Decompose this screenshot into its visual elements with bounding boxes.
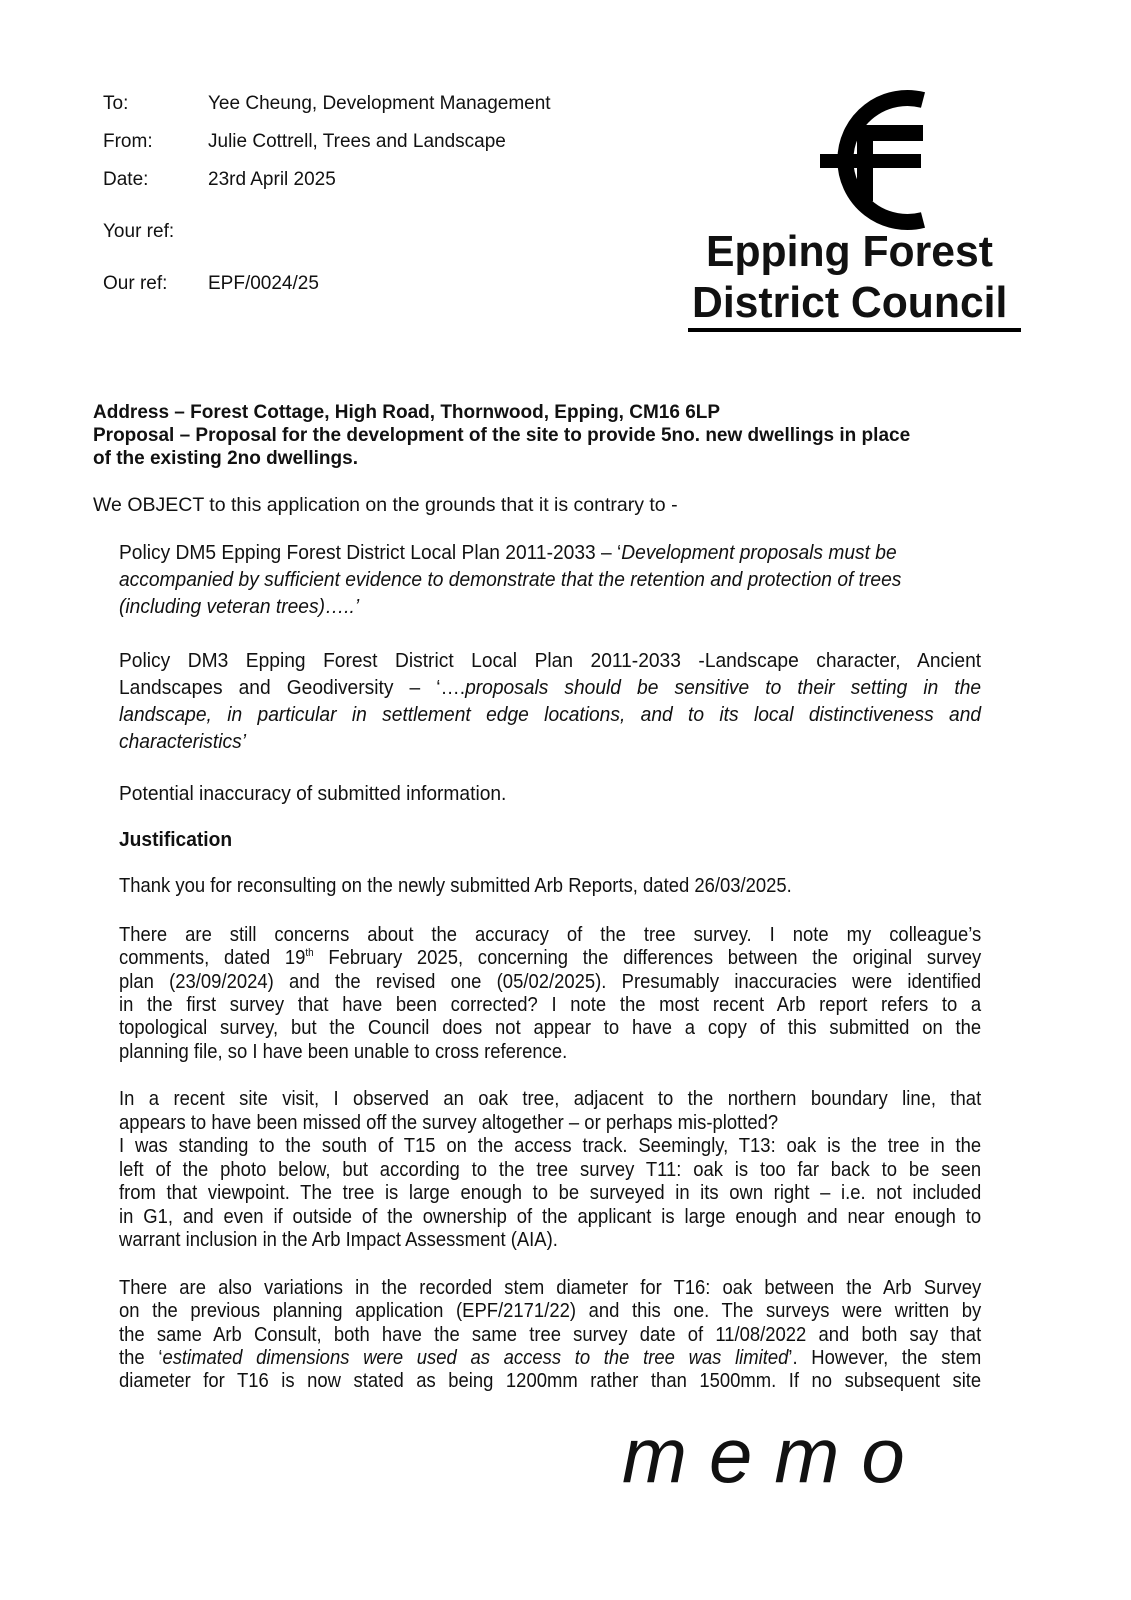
logo-underline — [688, 328, 1021, 332]
text-segment: Potential inaccuracy of submitted information. — [119, 783, 507, 805]
stem-diameter-line — [119, 1299, 981, 1323]
text-segment: in the first survey that have been corrected? I note the most recent Arb report refers to a — [119, 992, 982, 1016]
text-segment: in G1, and even if outside of the ownership of the applicant is large enough and near enough to — [119, 1204, 982, 1228]
text-segment: characteristics’ — [119, 731, 246, 753]
concerns-line — [119, 993, 981, 1017]
policy-dm3-line — [119, 649, 981, 673]
text-segment: warrant inclusion in the Arb Impact Assessment (AIA). — [119, 1228, 558, 1251]
site-visit-line — [119, 1228, 981, 1252]
concerns-line — [119, 1040, 981, 1064]
concerns-line — [119, 1016, 981, 1040]
text-segment: accompanied by sufficient evidence to demonstrate that the retention and protection of trees — [119, 569, 902, 591]
justification-heading-line — [119, 828, 981, 852]
text-segment: estimated dimensions were used as access to the tree was limited — [162, 1345, 789, 1369]
text-segment: ’. However, the stem — [788, 1345, 982, 1369]
text-segment: Landscapes and Geodiversity – ‘…. — [119, 677, 466, 699]
to-value: Yee Cheung, Development Management — [208, 93, 551, 114]
policy-dm5-line — [119, 595, 981, 619]
text-segment: topological survey, but the Council does not appear to have a copy of this submitted on the — [119, 1016, 982, 1040]
text-segment: the ‘ — [119, 1345, 163, 1369]
text-segment: Policy DM3 Epping Forest District Local Plan 2011-2033 -Landscape character, Ancient — [119, 650, 982, 672]
stem-diameter-line — [119, 1276, 981, 1300]
text-segment: Justification — [119, 829, 233, 851]
our-ref-value: EPF/0024/25 — [208, 273, 319, 294]
site-visit-line — [119, 1111, 981, 1135]
proposal-line-1: Proposal – Proposal for the development of the site to provide 5no. new dwellings in place — [93, 425, 911, 446]
text-segment: There are also variations in the recorded stem diameter for T16: oak between the Arb Survey — [119, 1276, 982, 1299]
policy-dm5-line — [119, 541, 981, 565]
address-line: Address – Forest Cottage, High Road, Thornwood, Epping, CM16 6LP — [93, 402, 721, 423]
stem-diameter-line — [119, 1323, 981, 1347]
text-segment: comments, dated 19 — [119, 946, 306, 970]
text-segment: February 2025, concerning the differences between the original survey — [313, 946, 982, 970]
text-segment: diameter for T16 is now stated as being 1200mm rather than 1500mm. If no subsequent site — [119, 1369, 982, 1393]
date-label: Date: — [103, 169, 149, 190]
text-segment: (including veteran trees)…..’ — [119, 596, 360, 618]
site-visit-line — [119, 1087, 981, 1111]
thanks-line — [119, 874, 981, 898]
text-segment: from that viewpoint. The tree is large enough to be surveyed in its own right – i.e. not included — [119, 1181, 982, 1204]
date-value: 23rd April 2025 — [208, 169, 336, 190]
text-segment: left of the photo below, but according to the tree survey T11: oak is too far back to be seen — [119, 1157, 982, 1181]
inaccuracy-line — [119, 782, 981, 806]
policy-dm3-line — [119, 730, 981, 754]
concerns-line — [119, 970, 981, 994]
memo-footer: memo — [622, 1411, 927, 1499]
text-segment: on the previous planning application (EPF/2171/22) and this one. The surveys were written by — [119, 1299, 982, 1323]
concerns-line — [119, 923, 981, 947]
text-segment: the same Arb Consult, both have the same tree survey date of 11/08/2022 and both say that — [119, 1322, 982, 1346]
stem-diameter-line — [119, 1369, 981, 1393]
site-visit-line — [119, 1205, 981, 1229]
text-segment: appears to have been missed off the survey altogether – or perhaps mis-plotted? — [119, 1110, 779, 1134]
text-segment: th — [305, 947, 314, 960]
site-visit-line — [119, 1158, 981, 1182]
text-segment: planning file, so I have been unable to cross reference. — [119, 1039, 568, 1063]
text-segment: There are still concerns about the accuracy of the tree survey. I note my colleague’s — [119, 923, 982, 946]
text-segment: proposals should be sensitive to their setting in the — [465, 677, 982, 699]
policy-dm3-line — [119, 703, 981, 727]
text-segment: landscape, in particular in settlement edge locations, and to its local distinctiveness and — [119, 704, 982, 726]
logo-text-line2: District Council — [692, 278, 1008, 327]
objection-statement: We OBJECT to this application on the grounds that it is contrary to - — [93, 494, 678, 516]
council-logo-mark-icon — [780, 85, 940, 235]
site-visit-line — [119, 1181, 981, 1205]
your-ref-label: Your ref: — [103, 221, 175, 242]
text-segment: I was standing to the south of T15 on the access track. Seemingly, T13: oak is the tree in the — [119, 1134, 982, 1157]
text-segment: In a recent site visit, I observed an oak tree, adjacent to the northern boundary line, that — [119, 1087, 982, 1110]
from-value: Julie Cottrell, Trees and Landscape — [208, 131, 506, 152]
logo-text-line1: Epping Forest — [706, 227, 993, 276]
concerns-line — [119, 946, 981, 970]
site-visit-line — [119, 1134, 981, 1158]
text-segment: Thank you for reconsulting on the newly submitted Arb Reports, dated 26/03/2025. — [119, 874, 792, 897]
text-segment: Policy DM5 Epping Forest District Local Plan 2011-2033 – ‘ — [119, 542, 622, 564]
our-ref-label: Our ref: — [103, 273, 168, 294]
from-label: From: — [103, 131, 153, 152]
policy-dm5-line — [119, 568, 981, 592]
to-label: To: — [103, 93, 129, 114]
policy-dm3-line — [119, 676, 981, 700]
proposal-line-2: of the existing 2no dwellings. — [93, 448, 358, 469]
text-segment: Development proposals must be — [621, 542, 897, 564]
stem-diameter-line — [119, 1346, 981, 1370]
text-segment: plan (23/09/2024) and the revised one (05/02/2025). Presumably inaccuracies were identified — [119, 969, 982, 993]
